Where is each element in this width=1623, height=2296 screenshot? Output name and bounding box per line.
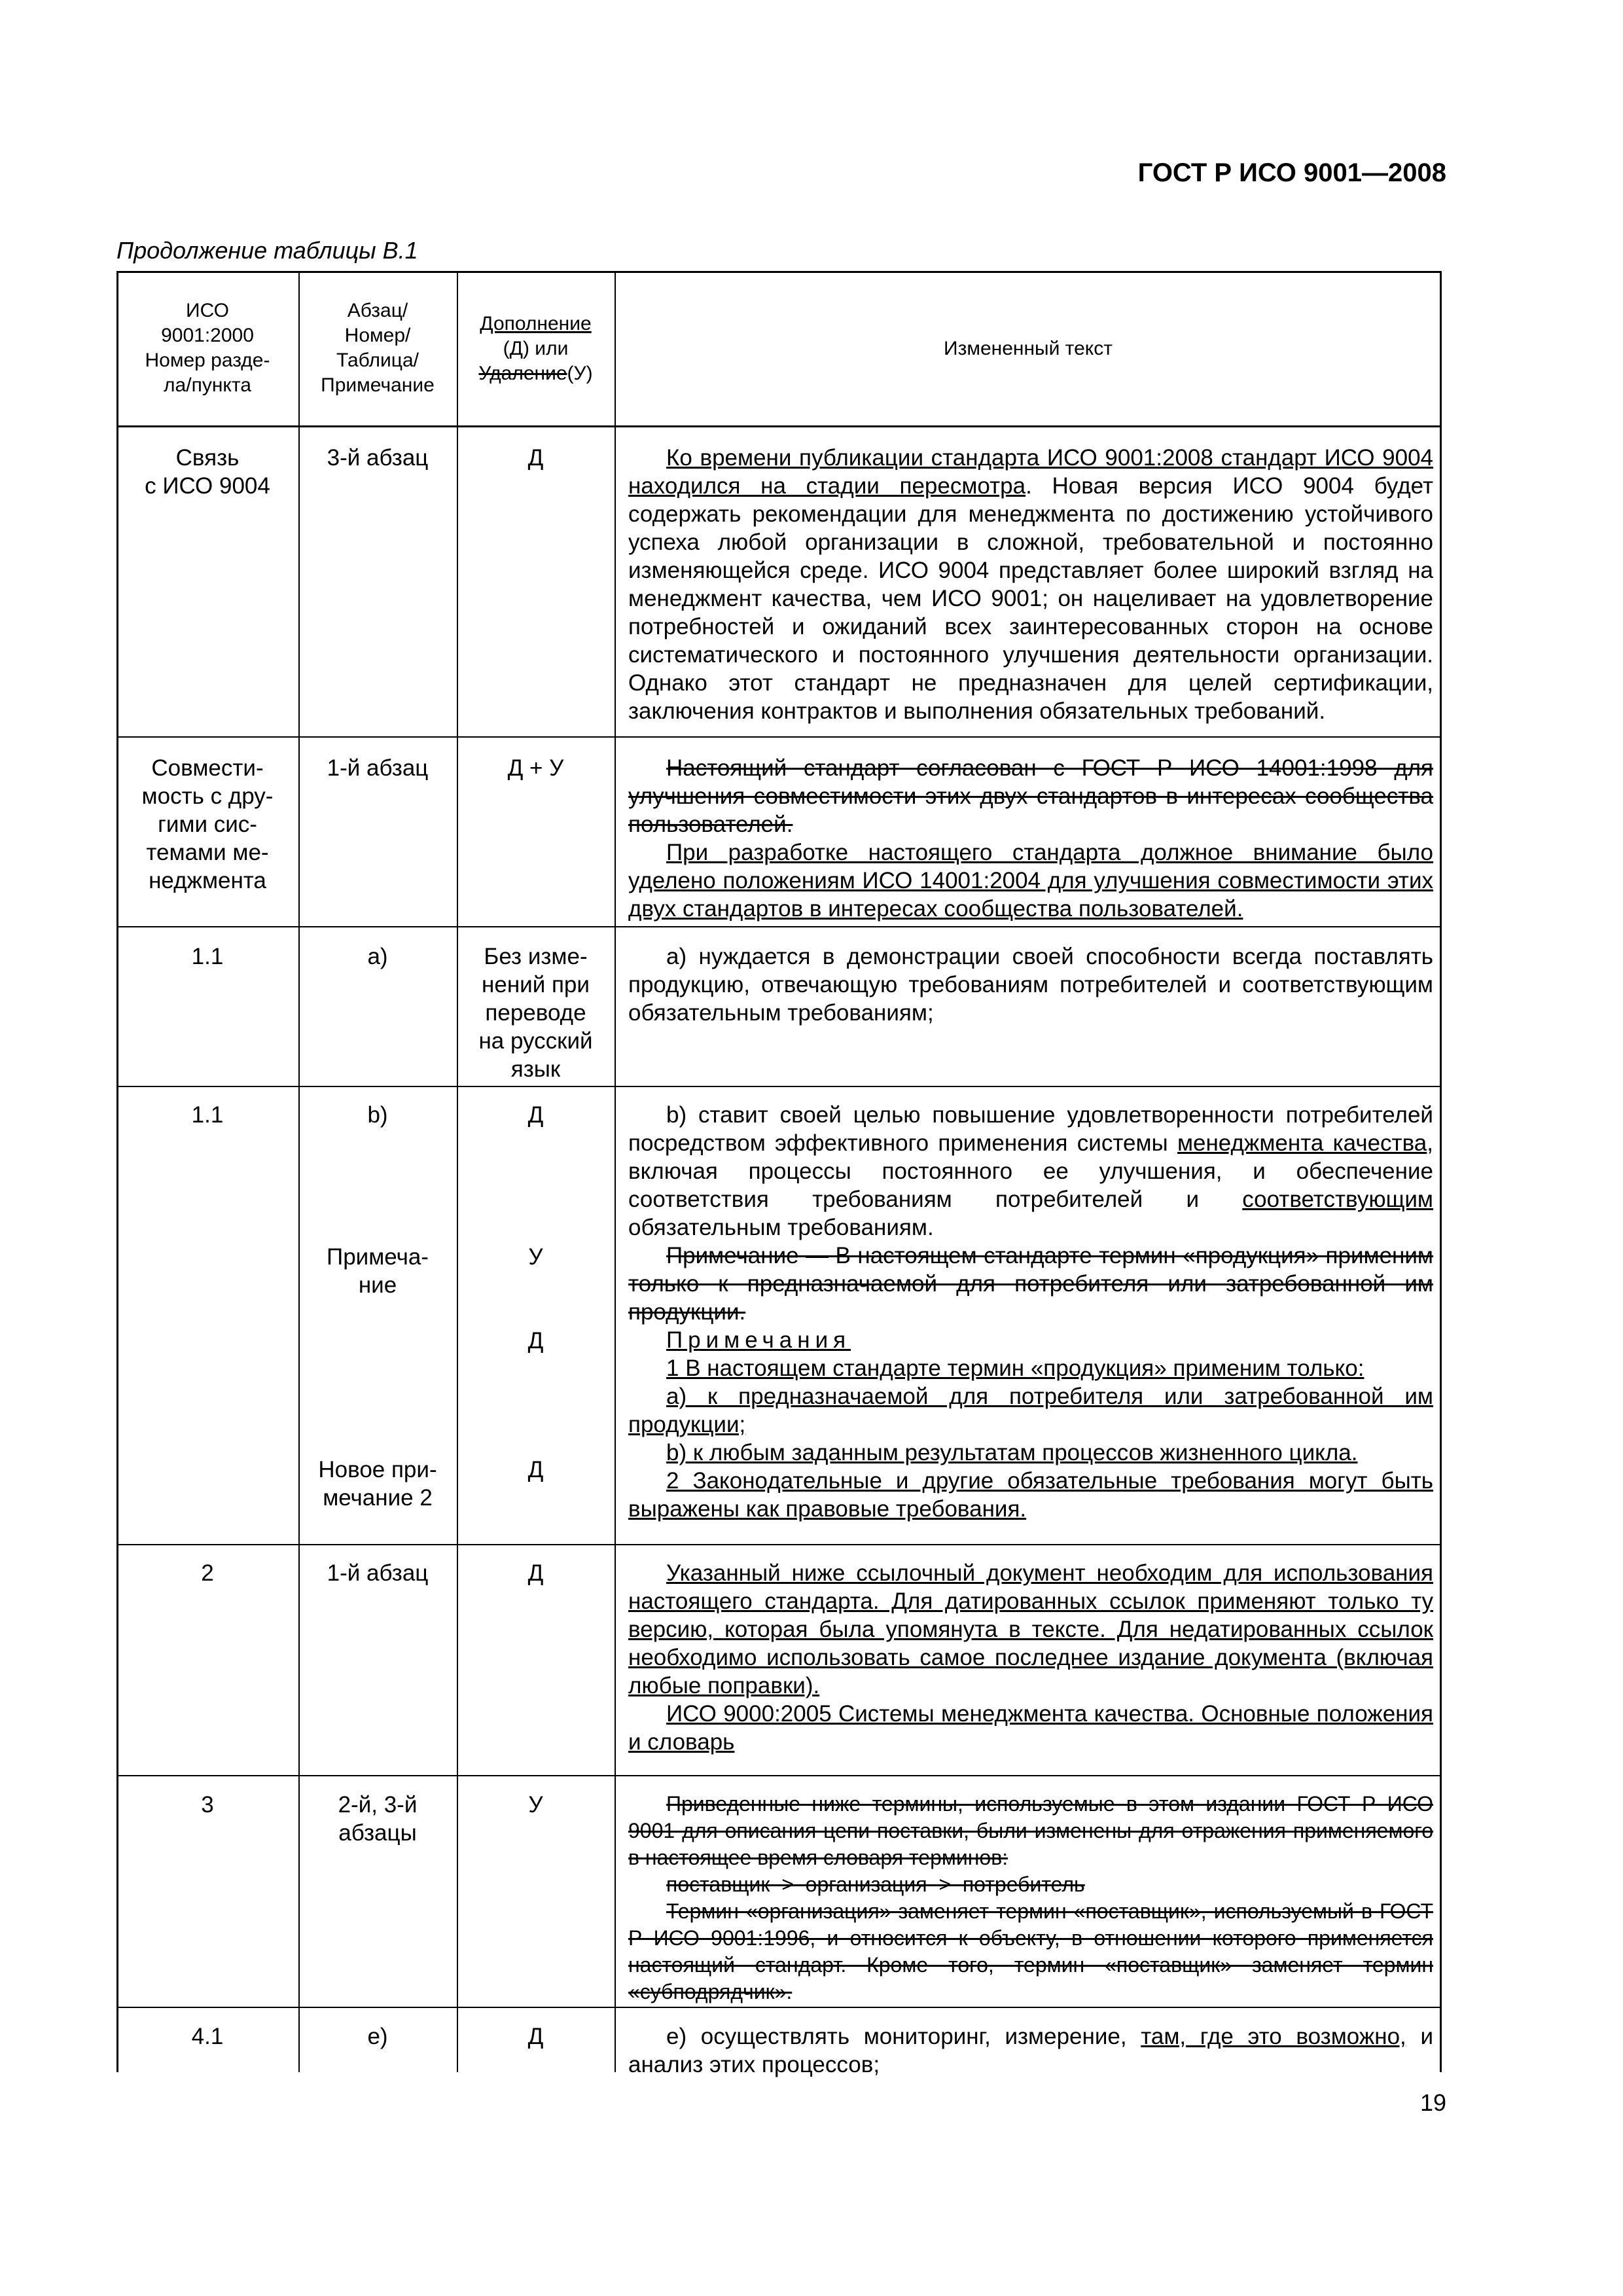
header-paragraph-line: Таблица/ [336, 350, 419, 371]
row5-text [628, 1559, 1433, 1756]
row6-paragraph-line: 2-й, 3-й [338, 1792, 418, 1818]
header-change-type [457, 312, 615, 386]
changes-table [116, 271, 1442, 2077]
page-number: 19 [1419, 2089, 1446, 2116]
row5-added-reference: ИСО 9000:2005 Системы менеджмента качества. Основные положения и словарь [628, 1701, 1433, 1755]
row7-type: Д [527, 2024, 544, 2049]
row4-type-2: У [528, 1244, 543, 1270]
row4-paragraph-new-line: Новое при- [318, 1457, 437, 1482]
row3-plain-text: а) нуждается в демонстрации своей способности всегда поставлять продукцию, отвечающую требованиям потребителей и соответствующим обязательным требованиям; [628, 944, 1433, 1026]
row3-clause: 1.1 [191, 944, 224, 969]
row4-deleted-note: Примечание — В настоящем стандарте термин «продукция» применим только к предназначаемой для потребителя или затребованной им продукции. [628, 1243, 1433, 1325]
row5-type: Д [527, 1560, 544, 1586]
header-clause-line: 9001:2000 [161, 325, 254, 346]
row4-note-1a: а) к предназначаемой для потребителя или затребованной им продукции; [628, 1384, 1433, 1437]
row2-paragraph: 1-й абзац [327, 755, 429, 781]
row2-clause-line: неджмента [149, 868, 266, 893]
row2-clause-line: Совмести- [151, 755, 264, 781]
row4-type-4: Д [527, 1457, 544, 1482]
row7-clause: 4.1 [191, 2024, 224, 2049]
header-changed-text: Измененный текст [944, 338, 1113, 359]
row3-type [457, 942, 615, 1083]
header-paragraph-line: Номер/ [344, 325, 411, 346]
row4-paragraph-b: b) [367, 1102, 388, 1128]
table-caption: Продолжение таблицы В.1 [116, 237, 418, 264]
row6-text [628, 1791, 1433, 2005]
row-divider [116, 2007, 1442, 2008]
row7-text-part: и анализ этих процессов; [628, 2024, 1433, 2077]
row1-type: Д [527, 445, 544, 471]
row4-paragraph-new-line: мечание 2 [323, 1485, 433, 1511]
row4-clause: 1.1 [191, 1102, 224, 1128]
row1-added-text: Ко времени публикации стандарта ИСО 9001:2008 стандарт ИСО 9004 находился на стадии пересмотра [628, 445, 1433, 499]
row4-text-part: обязательным требованиям. [628, 1215, 934, 1240]
row2-deleted-text: Настоящий стандарт согласован с ГОСТ Р ИСО 14001:1998 для улучшения совместимости этих двух стандартов в интересах сообщества пользователей. [628, 755, 1433, 837]
row3-type-line: на русский [478, 1028, 593, 1054]
row4-note-1b: b) к любым заданным результатам процессов жизненного цикла. [666, 1440, 1358, 1465]
row2-clause-line: темами ме- [146, 840, 269, 865]
document-header: ГОСТ Р ИСО 9001—2008 [1137, 158, 1446, 187]
row2-clause [116, 754, 298, 895]
row4-paragraph-new-note [298, 1456, 457, 1512]
row1-clause [116, 444, 298, 500]
row-divider [116, 1775, 1442, 1776]
row7-text-part: е) осуществлять мониторинг, измерение, [666, 2024, 1141, 2049]
row5-paragraph: 1-й абзац [327, 1560, 429, 1586]
row3-text [628, 942, 1433, 1027]
row6-clause: 3 [201, 1792, 214, 1818]
row3-paragraph: a) [367, 944, 388, 969]
row1-clause-line: с ИСО 9004 [145, 473, 270, 499]
row1-plain-text: . Новая версия ИСО 9004 будет содержать рекомендации для менеджмента по достижению устойчивого успеха любой организации в сложной, требовательной и постоянно изменяющейся среде. ИСО 9004 представляет более широкий взгляд на менеджмент качества, чем ИСО 9001; он нацеливает на удовлетворение потребностей и ожиданий всех заинтересованных сторон на основе систематического и постоянного улучшения деятельности организации. Однако этот стандарт не предназначен для целей сертификации, заключения контрактов и выполнения обязательных требований. [628, 473, 1433, 724]
row4-text-part: , включая процессы постоянного ее улучшения, и обеспечение соответствия требованиям потребителей и [628, 1130, 1433, 1212]
row4-type-3: Д [527, 1328, 544, 1354]
row4-paragraph-note-line: ние [358, 1272, 397, 1298]
row3-type-line: язык [510, 1056, 561, 1082]
header-paragraph-line: Примечание [321, 374, 435, 396]
row7-paragraph: e) [367, 2024, 388, 2049]
row4-text-part: b) ставит своей целью повышение удовлетворенности потребителей посредством эффективного применения системы [628, 1102, 1433, 1156]
row-divider [116, 926, 1442, 927]
row-divider [116, 1544, 1442, 1545]
header-divider [116, 425, 1442, 427]
row6-deleted-chain: поставщик > организация > потребитель [666, 1873, 1085, 1896]
row6-deleted-text: Приведенные ниже термины, используемые в этом издании ГОСТ Р ИСО 9001 для описания цепи поставки, были изменены для отражения применяемого в настоящее время словаря терминов: [628, 1792, 1433, 1869]
row2-clause-line: гими сис- [158, 812, 257, 837]
row7-added-part: там, где это возможно, [1141, 2024, 1406, 2049]
row4-note-1: 1 В настоящем стандарте термин «продукция» применим только: [666, 1355, 1364, 1381]
row4-type-1: Д [527, 1102, 544, 1128]
header-addition: Дополнение [480, 313, 592, 334]
row5-clause: 2 [201, 1560, 214, 1586]
row4-text [628, 1101, 1433, 1523]
row6-paragraph [298, 1791, 457, 1847]
row4-paragraph-note [298, 1243, 457, 1299]
row4-note-2: 2 Законодательные и другие обязательные требования могут быть выражены как правовые требования. [628, 1468, 1433, 1522]
row6-deleted-text-2: Термин «организация» заменяет термин «поставщик», используемый в ГОСТ Р ИСО 9001:1996, и относится к объекту, в отношении которого применяется настоящий стандарт. Кроме того, термин «поставщик» заменяет термин «субподрядчик». [628, 1899, 1433, 2003]
table-border-top [116, 271, 1442, 273]
row7-text [628, 2022, 1433, 2079]
header-deletion-code: (У) [567, 363, 593, 384]
column-divider [615, 271, 616, 2072]
row4-added-part: менеджмента качества [1177, 1130, 1427, 1156]
row2-clause-line: мость с дру- [141, 783, 274, 809]
row2-text [628, 754, 1433, 923]
row1-clause-line: Связь [175, 445, 240, 471]
row4-notes-title: Примечания [666, 1327, 851, 1353]
header-clause-line: ИСО [186, 300, 229, 321]
table-border-right [1440, 271, 1442, 2072]
row1-text [628, 444, 1433, 725]
header-paragraph [298, 298, 457, 398]
header-clause-line: Номер разде- [145, 350, 270, 371]
row5-added-text: Указанный ниже ссылочный документ необходим для использования настоящего стандарта. Для датированных ссылок применяют только ту версию, которая была упомянута в тексте. Для недатированных ссылок необходимо использовать самое последнее издание документа (включая любые поправки). [628, 1560, 1433, 1698]
row-divider [116, 1086, 1442, 1087]
row3-type-line: переводе [485, 1000, 586, 1026]
header-deletion: Удаление [478, 363, 567, 384]
header-clause [116, 298, 298, 398]
row3-type-line: нений при [482, 972, 590, 997]
row6-type: У [528, 1792, 543, 1818]
row-divider [116, 736, 1442, 738]
row3-type-line: Без изме- [484, 944, 588, 969]
header-or: (Д) или [503, 338, 569, 359]
header-paragraph-line: Абзац/ [347, 300, 408, 321]
row2-added-text: При разработке настоящего стандарта должное внимание было уделено положениям ИСО 14001:2004 для улучшения совместимости этих двух стандартов в интересах сообщества пользователей. [628, 840, 1433, 922]
row1-paragraph: 3-й абзац [327, 445, 429, 471]
row6-paragraph-line: абзацы [338, 1820, 417, 1846]
row4-paragraph-note-line: Примеча- [327, 1244, 429, 1270]
row4-added-part: соответствующим [1242, 1187, 1433, 1212]
header-clause-line: ла/пункта [164, 374, 251, 396]
row2-type: Д + У [507, 755, 564, 781]
